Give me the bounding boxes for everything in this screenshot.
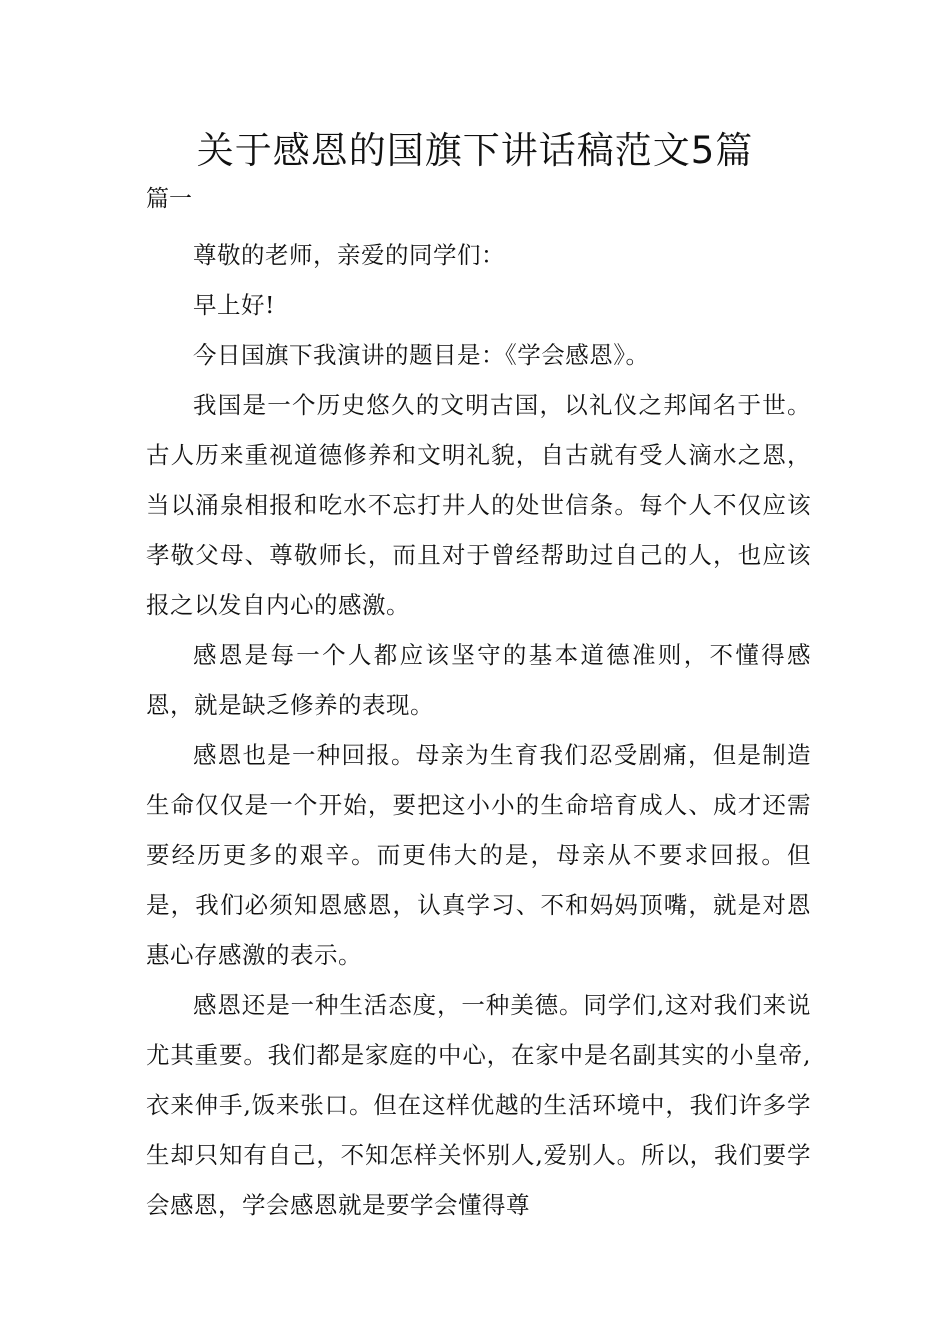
- document-title: 关于感恩的国旗下讲话稿范文5篇: [196, 129, 754, 172]
- document-body: [146, 230, 811, 1230]
- paragraph-topic: 今日国旗下我演讲的题目是：《学会感恩》。: [193, 341, 650, 369]
- paragraph: 感恩还是一种生活态度，一种美德。同学们,这对我们来说尤其重要。我们都是家庭的中心，在家中是名副其实的小皇帝,衣来伸手,饭来张口。但在这样优越的生活环境中，我们许多学生却只知有自己，不知怎样关怀别人,爱别人。所以，我们要学会感恩，学会感恩就是要学会懂得尊: [146, 991, 811, 1219]
- paragraph-salutation: 尊敬的老师，亲爱的同学们：: [193, 241, 505, 269]
- paragraph: 感恩是每一个人都应该坚守的基本道德准则，不懂得感恩，就是缺乏修养的表现。: [146, 641, 811, 719]
- paragraph: 我国是一个历史悠久的文明古国，以礼仪之邦闻名于世。古人历来重视道德修养和文明礼貌，自古就有受人滴水之恩，当以涌泉相报和吃水不忘打井人的处世信条。每个人不仅应该孝敬父母、尊敬师长，而且对于曾经帮助过自己的人，也应该报之以发自内心的感激。: [146, 391, 811, 619]
- paragraph-greeting: 早上好!: [193, 291, 275, 319]
- paragraph: 感恩也是一种回报。母亲为生育我们忍受剧痛，但是制造生命仅仅是一个开始，要把这小小的生命培育成人、成才还需要经历更多的艰辛。而更伟大的是，母亲从不要求回报。但是，我们必须知恩感恩，认真学习、不和妈妈顶嘴，就是对恩惠心存感激的表示。: [146, 741, 811, 969]
- section-label: 篇一: [146, 186, 192, 212]
